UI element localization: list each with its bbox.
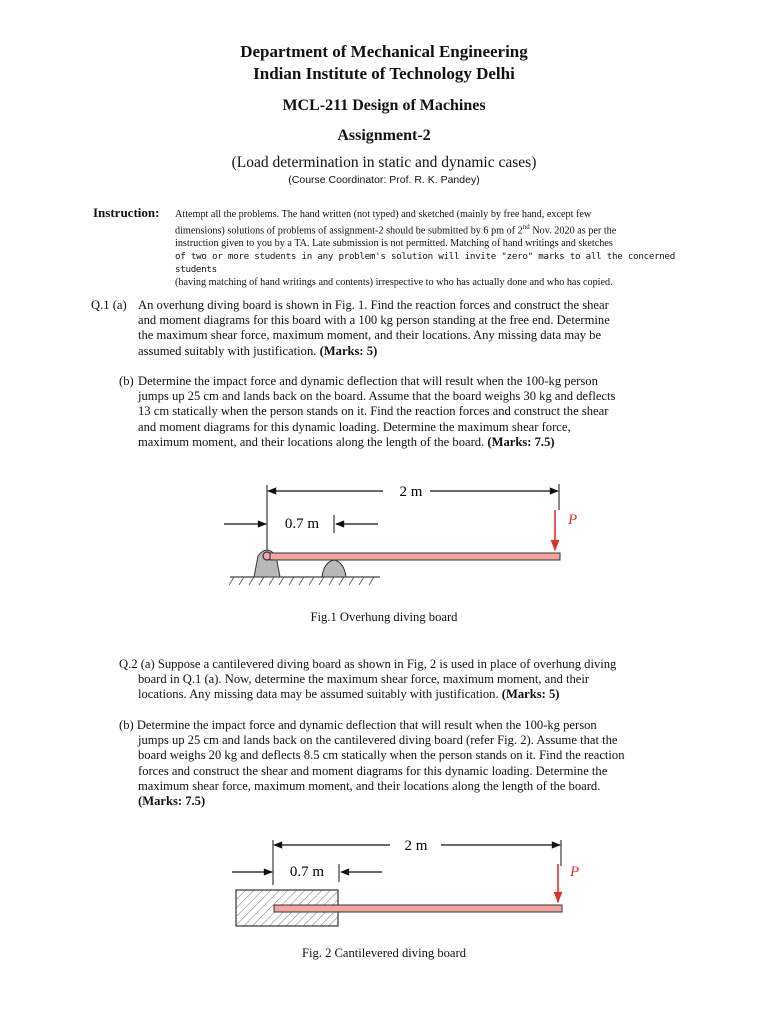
fig1-load-label: P (568, 512, 578, 528)
fig1-roller-support (322, 560, 346, 577)
instruction-line-1: Attempt all the problems. The hand written (not typed) and sketched (mainly by free hand, except few (175, 209, 592, 220)
fig1-overhung-diagram (0, 470, 768, 600)
fig2-cantilever-diagram (0, 830, 768, 930)
course-title: MCL-211 Design of Machines (282, 97, 486, 114)
q1b-marks: (Marks: 7.5) (487, 434, 555, 449)
instruction-line-5: (having matching of hand writings and contents) irrespective to who has actually done and who has copied. (175, 277, 613, 289)
assignment-subtitle: (Load determination in static and dynamic cases) (231, 154, 537, 171)
instruction-line-3: instruction given to you by a TA. Late submission is not permitted. Matching of hand writings and sketches (175, 238, 613, 250)
fig2-board (274, 905, 562, 912)
instruction-line-4: of two or more students in any problem's solution will invite "zero" marks to all the concerned students (175, 251, 675, 276)
course-coordinator: (Course Coordinator: Prof. R. K. Pandey) (288, 174, 480, 186)
fig2-dim-total-label: 2 m (404, 838, 428, 854)
q1b-text: Determine the impact force and dynamic deflection that will result when the 100-kg person jumps up 25 cm and lands back on the board. Assume that the board weighs 30 kg and deflects 13 cm statically when the person stands on it. Find the reaction forces and construct the shear and moment diagrams for this dynamic loading. Determine the maximum shear force, maximum moment, and their locations along the length of the board. (Marks: 7.5) (138, 374, 616, 449)
instruction-label: Instruction: (93, 205, 160, 220)
instruction-body (175, 208, 675, 289)
q2b-text: (b) Determine the impact force and dynamic deflection that will result when the 100-kg person jumps up 25 cm and lands back on the cantilevered diving board (refer Fig. 2). Assume that the board weighs 20 kg and deflects 8.5 cm statically when the person stands on it. Find the reaction forces and construct the shear and moment diagrams for this dynamic loading. Determine the maximum shear force, maximum moment, and their locations along the length of the board. (Marks: 7.5) (119, 718, 625, 809)
fig1-dim-support-label: 0.7 m (284, 516, 320, 532)
q1b-prefix: (b) (119, 374, 134, 388)
instruction-line-2: dimensions) solutions of problems of assignment-2 should be submitted by 6 pm of 2nd Nov. 2020 as per the (175, 223, 617, 237)
fig2-load-label: P (570, 864, 580, 880)
department-title: Department of Mechanical Engineering (240, 42, 528, 61)
q2a-text: Q.2 (a) Suppose a cantilevered diving board as shown in Fig, 2 is used in place of overhung diving board in Q.1 (a). Now, determine the maximum shear force, maximum moment, and their locations. Any missing data may be assumed suitably with justification. (Marks: 5) (119, 657, 617, 702)
q1a-prefix: Q.1 (a) (91, 298, 127, 312)
fig2-caption: Fig. 2 Cantilevered diving board (301, 946, 467, 960)
q1a-text: An overhung diving board is shown in Fig. 1. Find the reaction forces and construct the shear and moment diagrams for this board with a 100 kg person standing at the free end. Determine the maximum shear force, maximum moment, and their locations. Any missing data may be assumed suitably with justification. (Marks: 5) (138, 298, 610, 358)
fig1-caption: Fig.1 Overhung diving board (310, 610, 458, 624)
q2a-marks: (Marks: 5) (501, 687, 560, 702)
assignment-title: Assignment-2 (337, 127, 431, 144)
institute-title: Indian Institute of Technology Delhi (253, 64, 515, 83)
fig1-dim-total-label: 2 m (399, 484, 423, 500)
fig1-board (270, 553, 560, 560)
q1a-marks: (Marks: 5) (319, 343, 378, 358)
fig1-ground-hatch (229, 577, 374, 585)
fig2-dim-support-label: 0.7 m (289, 864, 325, 880)
q2b-marks: (Marks: 7.5) (138, 794, 206, 809)
